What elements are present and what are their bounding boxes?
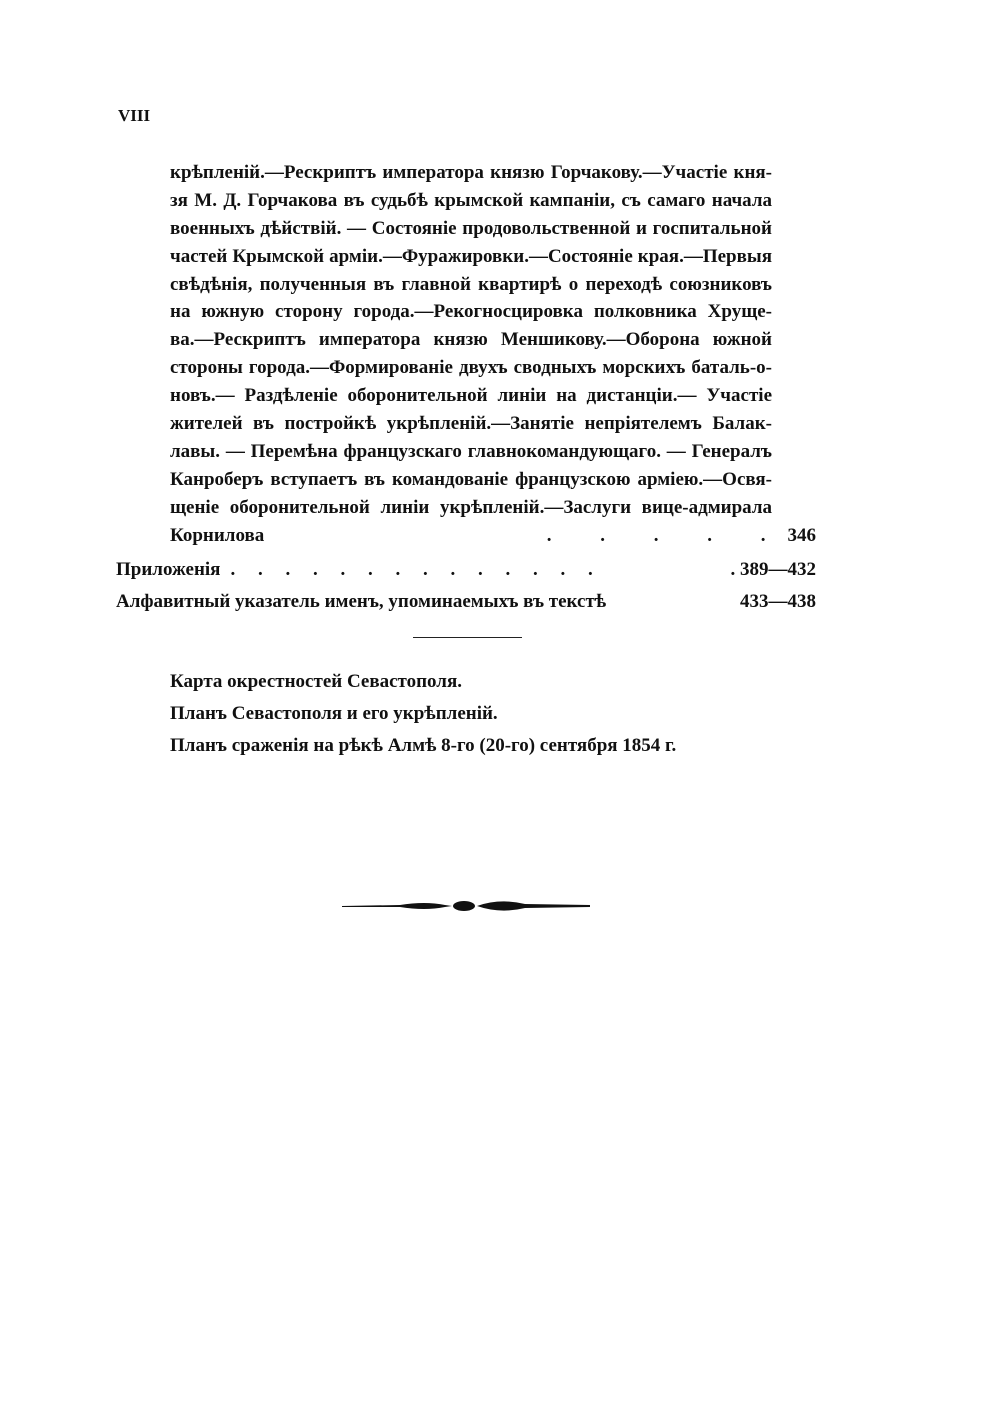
page-ref: 346: [787, 525, 816, 546]
ornament-icon: [340, 895, 595, 917]
toc-line-text: Корнилова: [170, 525, 265, 546]
page-ref: 433—438: [740, 591, 816, 612]
map-item: Карта окрестностей Севастополя.: [170, 671, 462, 692]
toc-line: зя М. Д. Горчакова въ судьбѣ крымской кампаніи, съ самаго начала: [170, 190, 772, 211]
divider-rule: [413, 637, 522, 638]
toc-line: военныхъ дѣйствій. — Состояніе продовольственной и госпитальной: [170, 218, 772, 239]
toc-line: жителей въ постройкѣ укрѣпленій.—Занятіе непріятелемъ Балак-: [170, 413, 772, 434]
toc-line: ва.—Рескриптъ императора князю Меншикову.—Оборона южной: [170, 329, 772, 350]
toc-line: Канроберъ вступаетъ въ командованіе французскою арміею.—Освя-: [170, 469, 772, 490]
toc-entry-title: Алфавитный указатель именъ, упоминаемыхъ въ текстѣ: [116, 591, 607, 612]
toc-line-last: [170, 524, 816, 548]
toc-line: щеніе оборонительной линіи укрѣпленій.—Заслуги вице-адмирала: [170, 497, 772, 518]
leader-dots: . . . . .: [546, 525, 788, 546]
toc-line: крѣпленій.—Рескриптъ императора князю Горчакову.—Участіе кня-: [170, 162, 772, 183]
toc-line: на южную сторону города.—Рекогносцировка полковника Хруще-: [170, 301, 772, 322]
toc-entry-index: [116, 590, 816, 614]
toc-line: частей Крымской арміи.—Фуражировки.—Состояніе края.—Первыя: [170, 246, 772, 267]
leader-dots: . . . . . . . . . . . . . .: [230, 559, 602, 580]
leader-dots: [606, 590, 740, 614]
map-item: Планъ Севастополя и его укрѣпленій.: [170, 703, 498, 724]
toc-entry-title: Приложенія: [116, 559, 221, 580]
map-item: Планъ сраженія на рѣкѣ Алмѣ 8-го (20-го) сентября 1854 г.: [170, 735, 677, 756]
page-number: VIII: [118, 106, 151, 125]
toc-line: лавы. — Перемѣна французскаго главнокомандующаго. — Генералъ: [170, 441, 772, 462]
toc-line: свѣдѣнія, полученныя въ главной квартирѣ о переходѣ союзниковъ: [170, 274, 772, 295]
toc-line: стороны города.—Формированіе двухъ сводныхъ морскихъ баталь-о-: [170, 357, 772, 378]
toc-line: новъ.— Раздѣленіе оборонительной линіи на дистанціи.— Участіе: [170, 385, 772, 406]
toc-entry-appendices: [116, 558, 816, 582]
page-ref: . 389—432: [730, 559, 816, 580]
